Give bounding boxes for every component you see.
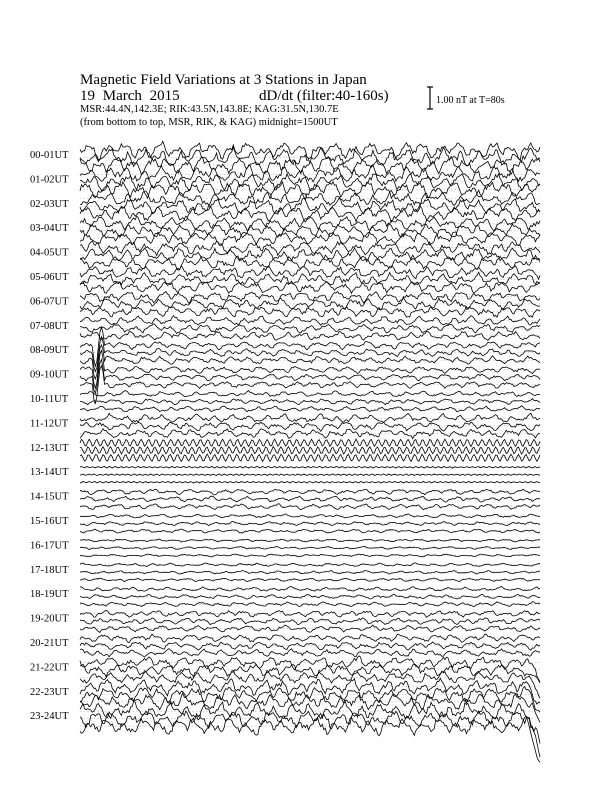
trace-msr: [80, 514, 540, 518]
trace-msr: [80, 316, 540, 326]
hour-label: 00-01UT: [30, 150, 69, 161]
hour-label: 10-11UT: [30, 394, 69, 405]
trace-rik: [80, 642, 540, 650]
hour-label: 06-07UT: [30, 296, 69, 308]
trace-rik: [80, 474, 540, 476]
hour-label: 13-14UT: [30, 467, 69, 479]
trace-rik: [80, 336, 540, 371]
trace-kag: [80, 649, 540, 657]
hour-label: 11-12UT: [30, 418, 69, 430]
trace-msr: [80, 466, 540, 468]
trace-msr: [80, 413, 540, 422]
hour-label: 02-03UT: [30, 198, 69, 210]
hour-label: 17-18UT: [30, 564, 69, 576]
trace-rik: [80, 224, 540, 238]
trace-rik: [80, 174, 540, 191]
trace-kag: [80, 529, 540, 533]
trace-kag: [80, 255, 540, 270]
trace-kag: [80, 429, 540, 439]
trace-kag: [80, 281, 540, 293]
trace-rik: [80, 447, 540, 454]
hour-label: 08-09UT: [30, 345, 69, 357]
trace-rik: [80, 571, 540, 575]
hour-label: 23-24UT: [30, 711, 69, 723]
scale-bar-label: 1.00 nT at T=80s: [436, 95, 505, 106]
hour-label: 04-05UT: [30, 247, 69, 259]
trace-kag: [80, 406, 540, 412]
trace-kag: [80, 232, 540, 246]
trace-rik: [80, 496, 540, 502]
station-coordinates: MSR:44.4N,142.3E; RIK:43.5N,143.8E; KAG:31.5N,130.7E: [80, 104, 339, 115]
trace-rik: [80, 360, 540, 394]
trace-rik: [80, 198, 540, 214]
trace-msr: [80, 266, 540, 280]
hour-label: 09-10UT: [30, 369, 69, 381]
trace-kag: [80, 504, 540, 510]
hour-label: 12-13UT: [30, 442, 69, 454]
trace-msr: [80, 539, 540, 542]
hour-label: 16-17UT: [30, 540, 69, 552]
hour-label: 20-21UT: [30, 638, 69, 649]
station-order-note: (from bottom to top, MSR, RIK, & KAG) midnight=1500UT: [80, 117, 338, 128]
trace-kag: [80, 578, 540, 582]
hour-label: 03-04UT: [30, 223, 69, 235]
trace-msr: [80, 391, 540, 397]
hour-label: 18-19UT: [30, 589, 69, 601]
chart-title: Magnetic Field Variations at 3 Stations in Japan: [80, 72, 367, 88]
trace-rik: [80, 546, 540, 549]
hour-label: 01-02UT: [30, 174, 69, 186]
trace-rik: [80, 521, 540, 525]
trace-rik: [80, 272, 540, 285]
hour-label: 05-06UT: [30, 272, 69, 283]
hour-label: 15-16UT: [30, 516, 69, 527]
scale-bar: [427, 87, 433, 109]
chart-component: dD/dt (filter:40-160s): [259, 88, 389, 104]
trace-rik: [80, 324, 540, 334]
trace-msr: [80, 563, 540, 566]
trace-msr: [80, 611, 540, 618]
trace-rik: [80, 711, 540, 757]
trace-kag: [80, 366, 540, 404]
trace-rik: [80, 618, 540, 625]
trace-kag: [80, 332, 540, 341]
trace-kag: [80, 481, 540, 483]
trace-msr: [80, 587, 540, 592]
trace-rik: [80, 664, 540, 682]
trace-kag: [80, 554, 540, 557]
hour-label: 21-22UT: [30, 662, 69, 674]
trace-kag: [80, 602, 540, 607]
trace-kag: [80, 716, 540, 762]
hour-label: 14-15UT: [30, 491, 69, 503]
trace-msr: [80, 489, 540, 495]
hour-label: 19-20UT: [30, 613, 69, 625]
trace-msr: [80, 439, 540, 446]
trace-kag: [80, 625, 540, 632]
trace-kag: [80, 345, 540, 379]
trace-rik: [80, 248, 540, 261]
chart-date: 19 March 2015: [80, 88, 180, 104]
hour-label: 22-23UT: [30, 686, 69, 698]
trace-rik: [80, 594, 540, 599]
trace-msr: [80, 634, 540, 642]
trace-rik: [80, 399, 540, 405]
hour-label: 07-08UT: [30, 320, 69, 332]
trace-kag: [80, 454, 540, 461]
